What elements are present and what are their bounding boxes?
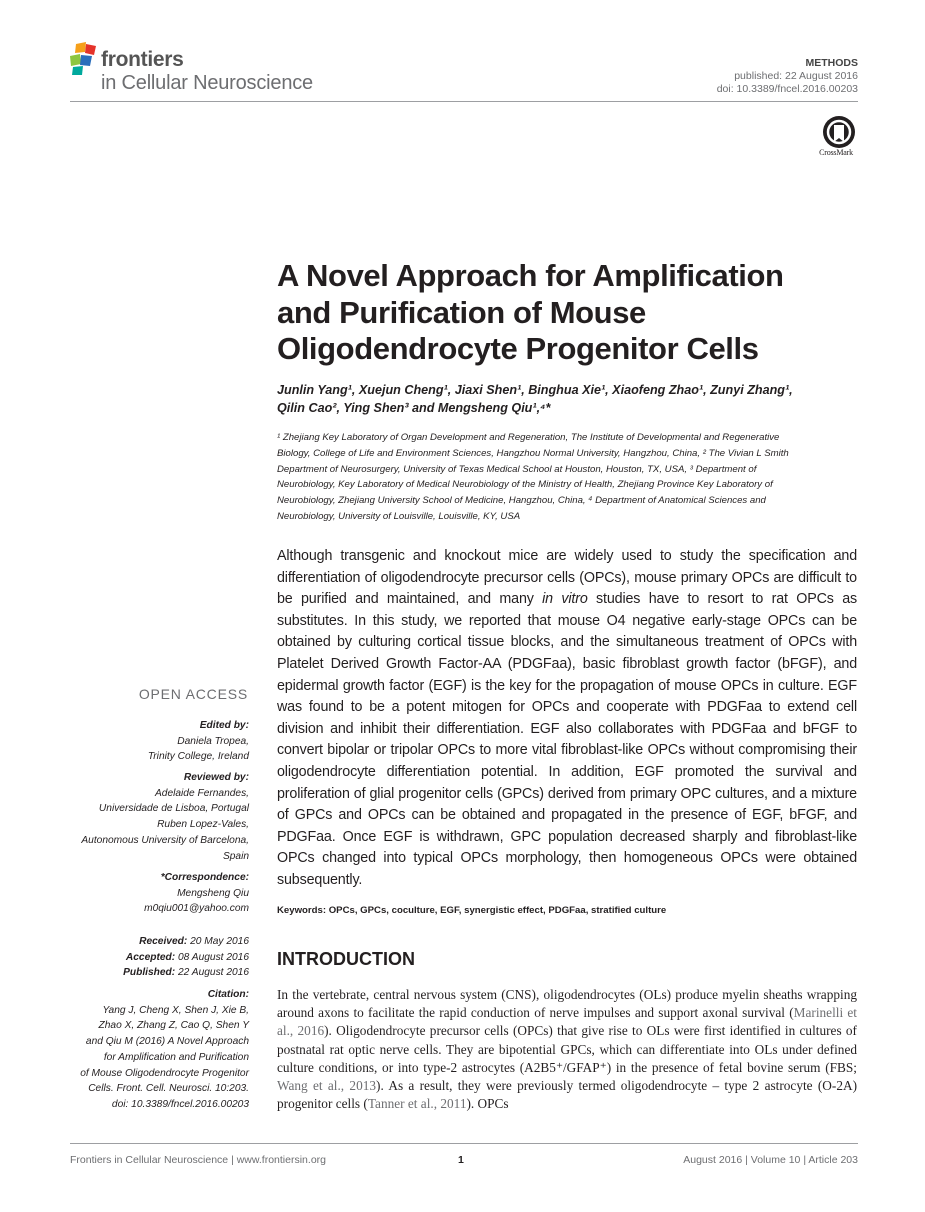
- journal-logo[interactable]: [70, 42, 370, 98]
- reviewer-line: Spain: [222, 850, 249, 862]
- affiliation-line: Department of Neurosurgery, University of Texas Medical School at Houston, Houston, TX, USA, ³ Department of: [277, 463, 757, 475]
- body-text: ). As a result, they were previously termed oligodendrocyte – type 2 astrocyte (O-2A) progenitor cells (: [277, 1078, 857, 1112]
- doi[interactable]: doi: 10.3389/fncel.2016.00203: [716, 83, 858, 95]
- citation-line: of Mouse Oligodendrocyte Progenitor: [80, 1067, 249, 1079]
- affiliations: [277, 430, 847, 525]
- editor-line: Trinity College, Ireland: [147, 751, 249, 763]
- citation-line: doi: 10.3389/fncel.2016.00203: [111, 1098, 249, 1110]
- article-meta: [717, 57, 858, 96]
- header-divider: [70, 101, 858, 102]
- published-sidebar-date: 22 August 2016: [178, 967, 249, 979]
- citation-label: Citation:: [207, 989, 249, 1000]
- citation-line: Zhao X, Zhang Z, Cao Q, Shen Y: [98, 1020, 249, 1032]
- body-text: ). Oligodendrocyte precursor cells (OPCs) that give rise to OLs were first identified in cultures of postnatal rat optic nerve cells. They are bipotential GPCs, which can differentiate into OLs under defined culture conditions, or into type-2 astrocytes (A2B5⁺/GFAP⁺) in the presence of fetal bovine serum (FBS;: [277, 1023, 857, 1075]
- citation-link[interactable]: Wang et al., 2013: [277, 1078, 377, 1094]
- keywords: Keywords: OPCs, GPCs, coculture, EGF, synergistic effect, PDGFaa, stratified culture: [277, 905, 667, 916]
- reviewer-line: Adelaide Fernandes,: [154, 787, 249, 799]
- journal-name: in Cellular Neuroscience: [101, 72, 313, 94]
- reviewer-line: Universidade de Lisboa, Portugal: [98, 803, 249, 815]
- received-date: 20 May 2016: [190, 936, 249, 947]
- citation: [60, 987, 249, 1113]
- footer-divider: [70, 1143, 858, 1144]
- citation-line: Yang J, Cheng X, Shen J, Xie B,: [102, 1004, 249, 1016]
- reviewer-line: Ruben Lopez-Vales,: [157, 819, 249, 831]
- crossmark-label: CrossMark: [819, 148, 853, 157]
- article-type: METHODS: [805, 57, 858, 69]
- logo-wordmark: frontiers: [101, 48, 184, 71]
- citation-link[interactable]: Tanner et al., 2011: [367, 1096, 467, 1112]
- author-line: Qilin Cao², Ying Shen³ and Mengsheng Qiu¹,⁴*: [277, 401, 551, 415]
- reviewer-line: Autonomous University of Barcelona,: [81, 834, 249, 846]
- citation-line: and Qiu M (2016) A Novel Approach: [85, 1036, 249, 1048]
- section-heading: INTRODUCTION: [277, 949, 415, 969]
- edited-by: [60, 718, 249, 765]
- reviewed-label: Reviewed by:: [183, 772, 249, 783]
- introduction-text: [277, 986, 857, 1113]
- published-label: Published:: [123, 967, 176, 979]
- correspondence-email[interactable]: m0qiu001@yahoo.com: [144, 903, 249, 915]
- accepted-date: 08 August 2016: [178, 951, 249, 963]
- affiliation-line: Neurobiology, University of Louisville, Louisville, KY, USA: [277, 510, 521, 522]
- abstract-italic: in vitro: [542, 591, 588, 608]
- correspondence: [60, 870, 249, 917]
- body-text: In the vertebrate, central nervous system (CNS), oligodendrocytes (OLs) produce myelin sheaths wrapping around axons to facilitate the rapid conduction of nerve impulses and support axonal survival (: [277, 987, 857, 1021]
- footer-issue: August 2016 | Volume 10 | Article 203: [683, 1154, 858, 1166]
- title-line: and Purification of Mouse: [277, 294, 646, 330]
- citation-line: for Amplification and Purification: [103, 1051, 249, 1063]
- abstract-text: Although transgenic and knockout mice are widely used to study the specification and differentiation of oligodendrocyte precursor cells (OPCs), mouse primary OPCs are difficult to be purified and maintained, and many: [277, 548, 857, 608]
- author-line: Junlin Yang¹, Xuejun Cheng¹, Jiaxi Shen¹, Binghua Xie¹, Xiaofeng Zhao¹, Zunyi Zhang¹,: [277, 383, 793, 397]
- received-label: Received:: [139, 936, 188, 947]
- accepted-label: Accepted:: [125, 951, 176, 963]
- footer-journal[interactable]: Frontiers in Cellular Neuroscience | www.frontiersin.org: [70, 1154, 326, 1166]
- title-line: A Novel Approach for Amplification: [277, 258, 784, 293]
- affiliation-line: Neurobiology, Key Laboratory of Medical Neurobiology of the Ministry of Health, Zhejiang Province Key Laboratory of: [277, 479, 773, 491]
- citation-line: Cells. Front. Cell. Neurosci. 10:203.: [88, 1083, 249, 1095]
- open-access-label: OPEN ACCESS: [138, 686, 248, 702]
- citation-link[interactable]: Marinelli et al., 2016: [277, 1005, 858, 1039]
- correspondence-label: *Correspondence:: [160, 872, 249, 883]
- affiliation-line: Biology, College of Life and Environment Sciences, Hangzhou Normal University, Hangzhou, China, ² The Vivian L Smith: [277, 447, 789, 459]
- article-title: [277, 258, 857, 368]
- correspondence-name: Mengsheng Qiu: [177, 887, 249, 899]
- page-number: 1: [458, 1154, 464, 1166]
- title-line: Oligodendrocyte Progenitor Cells: [277, 331, 759, 366]
- edited-label: Edited by:: [199, 720, 249, 731]
- abstract: [277, 546, 857, 892]
- dates: [60, 934, 249, 981]
- affiliation-line: ¹ Zhejiang Key Laboratory of Organ Development and Regeneration, The Institute of Developmental and Regenerative: [277, 432, 780, 443]
- frontiers-logo-icon: [70, 42, 104, 76]
- abstract-text: studies have to resort to rat OPCs as substitutes. In this study, we reported that mouse O4 negative early-stage OPCs can be obtained by culturing cortical tissue blocks, and the simultaneous treatment of OPCs with Platelet Derived Growth Factor-AA (PDGFaa), basic fibroblast growth factor (bFGF), and epidermal growth factor (EGF) is the key for the propagation of mouse OPCs in culture. EGF was found to be a potent mitogen for OPCs and cooperate with PDGFaa to extend cell division and inhibit their differentiation. EGF also collaborates with PDGFaa and bFGF to convert bipolar or tripolar OPCs to more vital fibroblast-like OPCs without compromising their oligodendrocyte differentiation potential. In addition, EGF promoted the survival and proliferation of glial progenitor cells (GPCs) derived from primary OPC cultures, and a mixture of GPCs and OPCs can be obtained and propagated in the presence of EGF, bFGF, and PDGFaa. Once EGF is withdrawn, GPC population decreased sharply and fibroblast-like OPCs changed into typical OPCs morphology, then homogeneous OPCs were obtained subsequently.: [277, 591, 857, 888]
- published-date: published: 22 August 2016: [734, 70, 858, 82]
- author-list: [277, 381, 857, 417]
- editor-line: Daniela Tropea,: [177, 735, 249, 747]
- reviewed-by: [60, 770, 249, 864]
- affiliation-line: Neurobiology, Zhejiang University School of Medicine, Hangzhou, China, ⁴ Department of Anatomical Sciences and: [277, 495, 766, 507]
- body-text: ). OPCs: [466, 1096, 509, 1112]
